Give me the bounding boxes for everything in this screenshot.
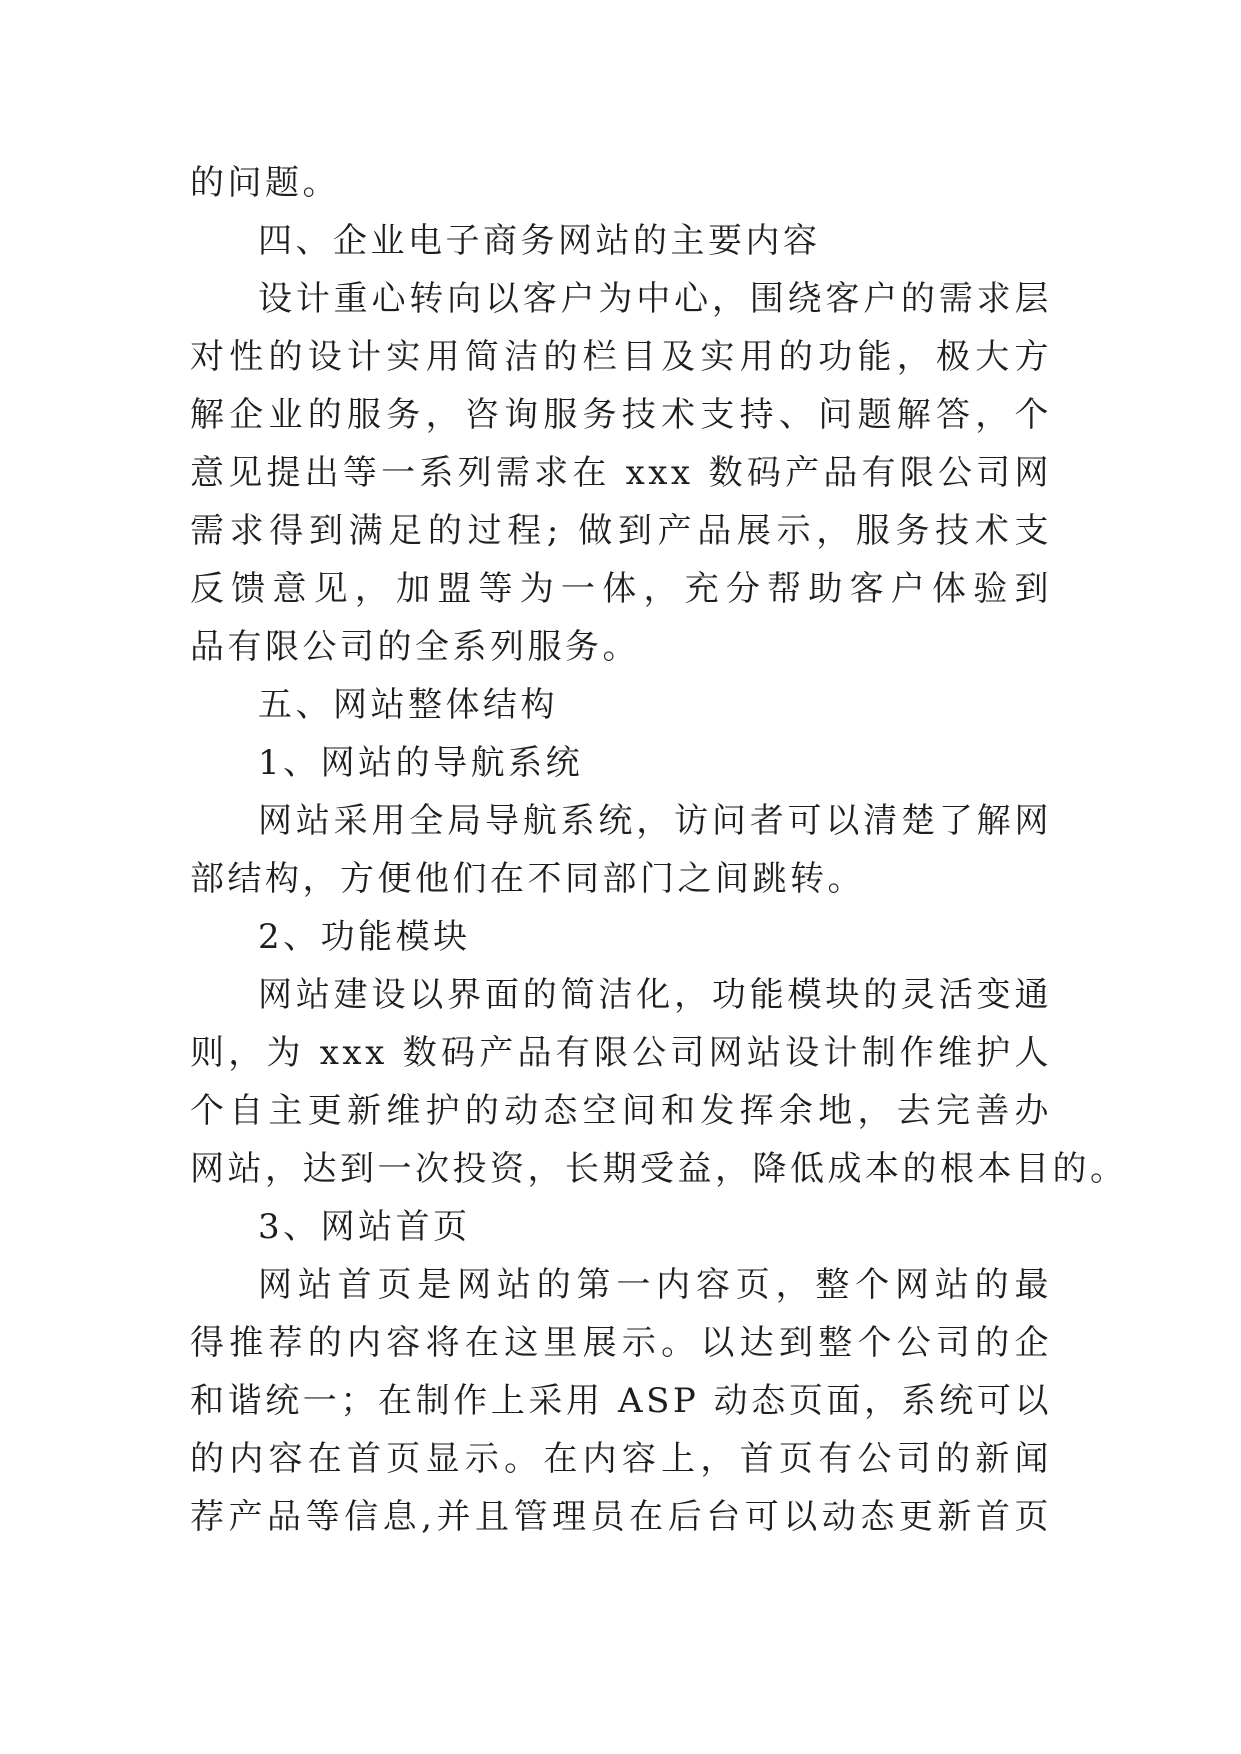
text-line: 五、网站整体结构 — [258, 685, 558, 725]
text-line: 和谐统一；在制作上采用 ASP 动态页面，系统可以 — [190, 1381, 1052, 1421]
text-line: 对性的设计实用简洁的栏目及实用的功能，极大方 — [190, 337, 1052, 377]
text-line: 解企业的服务，咨询服务技术支持、问题解答，个 — [190, 395, 1052, 435]
document-body — [190, 154, 1128, 1546]
text-line: 3、网站首页 — [258, 1207, 471, 1247]
text-line: 反馈意见，加盟等为一体，充分帮助客户体验到 — [190, 569, 1052, 609]
text-line: 需求得到满足的过程; 做到产品展示，服务技术支 — [190, 511, 1052, 551]
text-line: 荐产品等信息,并且管理员在后台可以动态更新首页 — [190, 1497, 1052, 1537]
text-line: 则，为 xxx 数码产品有限公司网站设计制作维护人 — [190, 1033, 1052, 1073]
text-line: 设计重心转向以客户为中心，围绕客户的需求层 — [258, 279, 1052, 319]
text-line: 的问题。 — [190, 163, 340, 203]
text-line: 意见提出等一系列需求在 xxx 数码产品有限公司网 — [190, 453, 1052, 493]
text-line: 网站采用全局导航系统，访问者可以清楚了解网 — [258, 801, 1052, 841]
text-line: 网站，达到一次投资，长期受益，降低成本的根本目的。 — [190, 1149, 1128, 1189]
text-line: 品有限公司的全系列服务。 — [190, 627, 640, 667]
text-line: 网站首页是网站的第一内容页，整个网站的最 — [258, 1265, 1052, 1305]
text-line: 部结构，方便他们在不同部门之间跳转。 — [190, 859, 865, 899]
text-line: 四、企业电子商务网站的主要内容 — [258, 221, 821, 261]
text-line: 2、功能模块 — [258, 917, 471, 957]
text-line: 个自主更新维护的动态空间和发挥余地，去完善办 — [190, 1091, 1052, 1131]
text-line: 1、网站的导航系统 — [258, 743, 584, 783]
text-line: 网站建设以界面的简洁化，功能模块的灵活变通 — [258, 975, 1052, 1015]
text-line: 的内容在首页显示。在内容上，首页有公司的新闻 — [190, 1439, 1052, 1479]
text-line: 得推荐的内容将在这里展示。以达到整个公司的企 — [190, 1323, 1052, 1363]
